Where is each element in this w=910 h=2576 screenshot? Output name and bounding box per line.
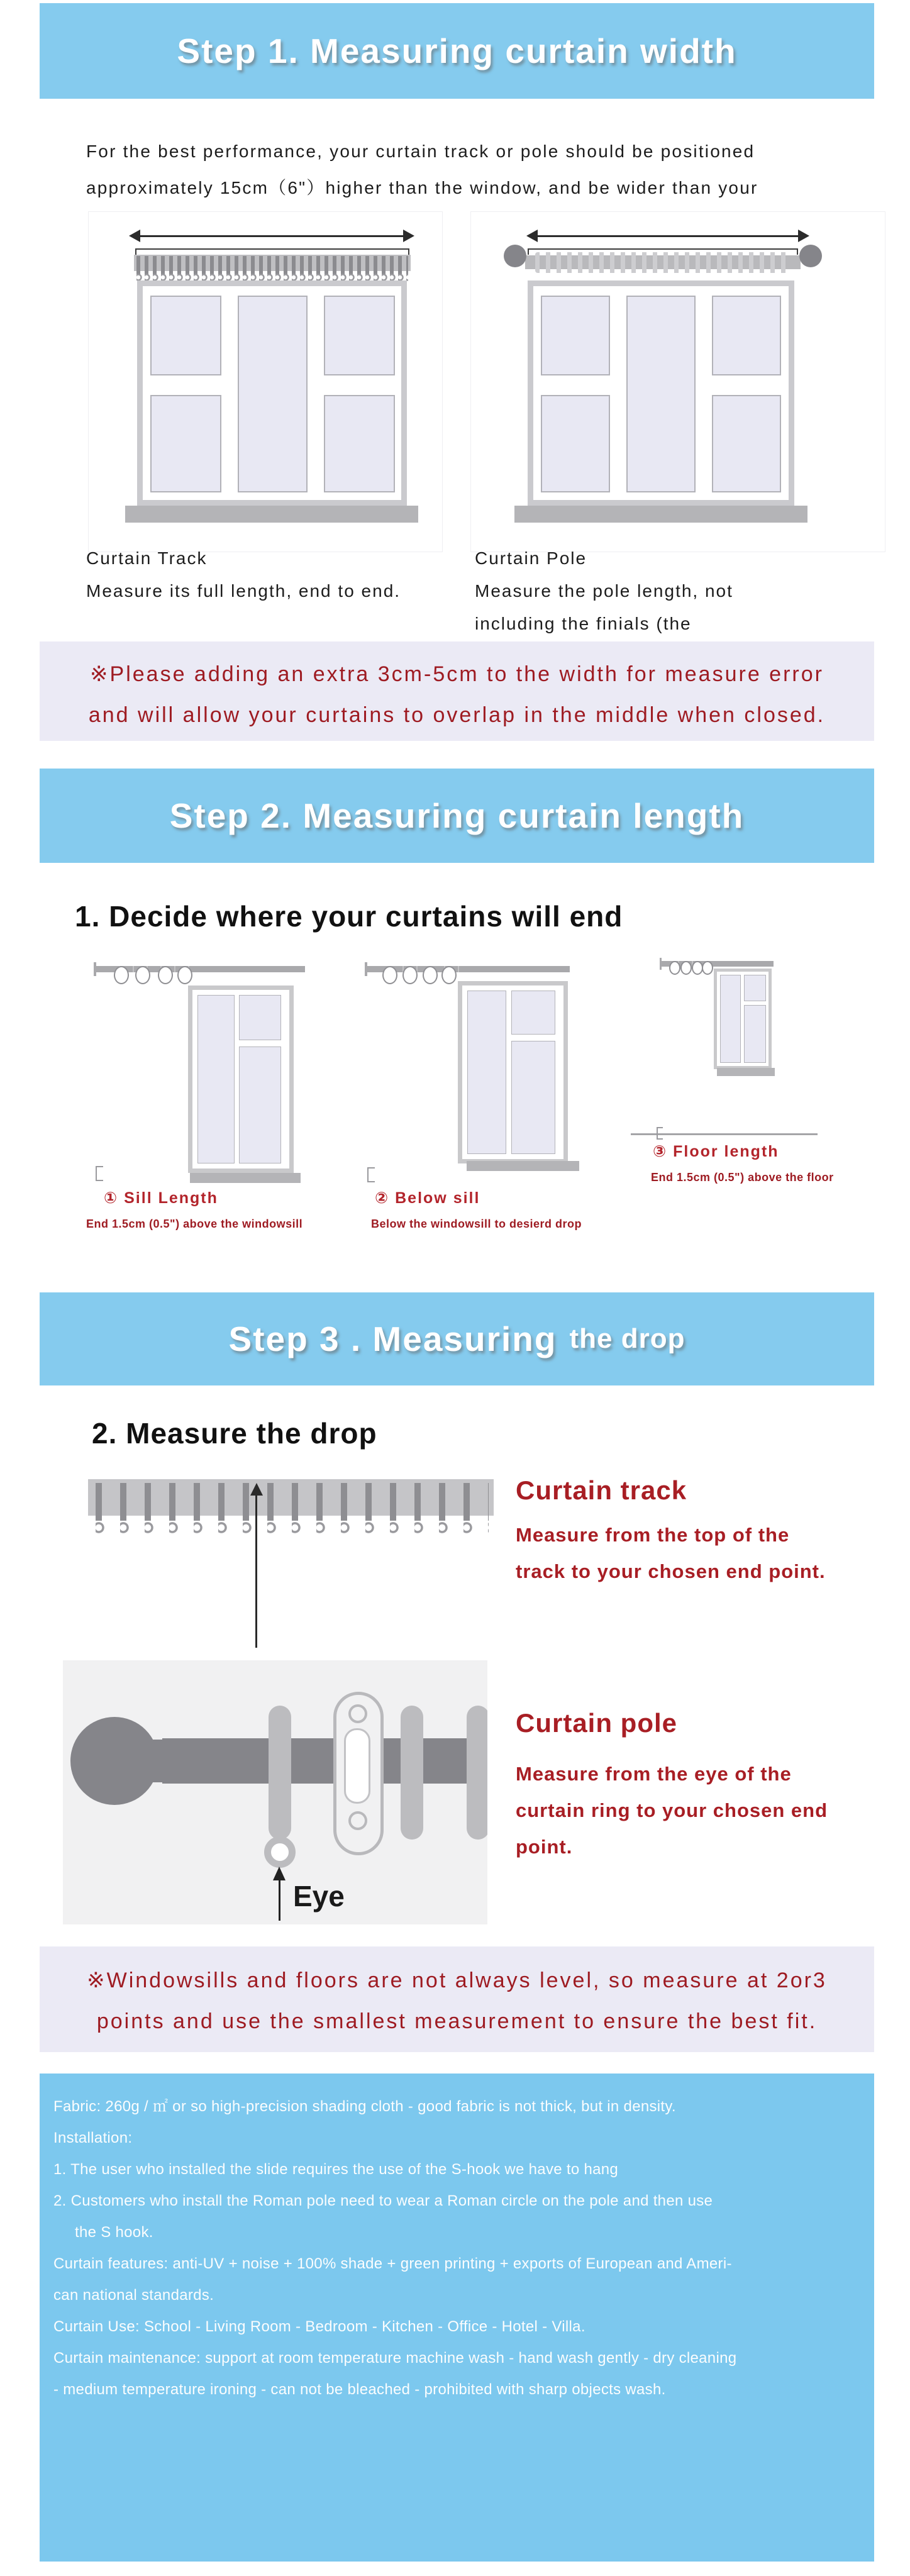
- track-caption-line: Measure its full length, end to end.: [86, 581, 401, 601]
- pole-caption-line1: Measure the pole length, not: [475, 581, 733, 601]
- grommet: [680, 961, 692, 975]
- measure-bracket: [96, 1166, 103, 1181]
- curtain-ring: [401, 1706, 423, 1840]
- option-title: Floor length: [673, 1143, 779, 1160]
- info-line: can national standards.: [53, 2287, 214, 2304]
- step3-banner: [40, 1292, 874, 1385]
- bracket-screw-bottom: [348, 1811, 367, 1830]
- step1-banner-title: Step 1. Measuring curtain width: [177, 31, 737, 70]
- step2-banner-title: Step 2. Measuring curtain length: [169, 796, 745, 835]
- step3-banner-title: Step 3 . Measuring: [228, 1319, 557, 1358]
- windowsill: [514, 506, 807, 523]
- window: [137, 280, 407, 506]
- level-note-line2: points and use the smallest measurement to ensure the best fit.: [96, 2009, 818, 2033]
- measure-bracket: [135, 248, 409, 255]
- track-hooks: [96, 1483, 489, 1521]
- step1-intro: [86, 133, 758, 206]
- window: [188, 985, 294, 1173]
- windowsill: [190, 1173, 301, 1183]
- eye-arrow-line: [279, 1879, 280, 1921]
- track-hooks: [136, 256, 408, 275]
- curtain-pole-diagram: [470, 211, 885, 552]
- window: [714, 969, 772, 1069]
- info-line: Installation:: [53, 2129, 133, 2146]
- info-line: Curtain maintenance: support at room temperature machine wash - hand wash gently - dry cleaning: [53, 2350, 737, 2367]
- step2-heading: 1. Decide where your curtains will end: [75, 900, 623, 933]
- grommet: [382, 966, 397, 984]
- pole-bar: [162, 1738, 487, 1784]
- drop-pole-desc-line2: curtain ring to your chosen end: [516, 1799, 828, 1821]
- track-caption: [86, 542, 401, 608]
- grommet: [441, 966, 457, 984]
- step3-heading: 2. Measure the drop: [92, 1417, 377, 1450]
- arrow-right-icon: [403, 230, 414, 242]
- eye-label: Eye: [293, 1880, 345, 1913]
- step1-banner: [40, 3, 874, 99]
- pole-endcap: [365, 962, 367, 976]
- step3-banner-subtitle: the drop: [569, 1323, 685, 1354]
- info-line: Fabric: 260g / ㎡ or so high-precision shading cloth - good fabric is not thick, but in density.: [53, 2098, 676, 2115]
- curtain-track-diagram: [88, 211, 443, 552]
- pole-finial-left: [504, 245, 526, 267]
- arrow-left-icon: [526, 230, 538, 242]
- arrow-up-icon: [273, 1867, 286, 1880]
- windowsill: [125, 506, 418, 523]
- pole-finial-right: [799, 245, 822, 267]
- option-number: ②: [375, 1189, 390, 1207]
- grommet: [177, 966, 192, 984]
- grommet: [135, 966, 150, 984]
- info-line: - medium temperature ironing - can not be bleached - prohibited with sharp objects wash.: [53, 2381, 666, 2398]
- info-line: 1. The user who installed the slide requires the use of the S-hook we have to hang: [53, 2161, 619, 2178]
- measure-bracket: [657, 1127, 663, 1140]
- width-note-line1: ※Please adding an extra 3cm-5cm to the width for measure error: [90, 662, 824, 686]
- option-caption-below-sill: [371, 1189, 582, 1231]
- drop-track-desc-line1: Measure from the top of the: [516, 1524, 790, 1546]
- grommet: [423, 966, 438, 984]
- arrow-up-icon: [250, 1483, 263, 1496]
- bracket-hole: [344, 1728, 370, 1804]
- drop-pole-desc-line1: Measure from the eye of the: [516, 1763, 792, 1785]
- drop-arrow-line: [255, 1494, 257, 1648]
- option-desc: Below the windowsill to desierd drop: [371, 1218, 582, 1230]
- drop-track-title: Curtain track: [516, 1475, 687, 1505]
- drop-track-desc-line2: track to your chosen end point.: [516, 1560, 826, 1582]
- width-note-line2: and will allow your curtains to overlap in the middle when closed.: [88, 703, 826, 727]
- arrow-left-icon: [129, 230, 140, 242]
- width-arrow-line: [139, 235, 404, 237]
- width-note: [40, 641, 874, 741]
- curtain-panel: [106, 961, 190, 1171]
- option-caption-floor: [651, 1142, 834, 1184]
- option-number: ①: [104, 1189, 119, 1207]
- arrow-right-icon: [798, 230, 809, 242]
- grommet: [669, 961, 680, 975]
- info-line: the S hook.: [75, 2224, 153, 2241]
- grommet: [158, 966, 173, 984]
- window: [458, 981, 568, 1163]
- drop-pole-desc: [516, 1756, 828, 1865]
- pole-rings: [535, 252, 791, 273]
- option-desc: End 1.5cm (0.5") above the windowsill: [86, 1218, 303, 1230]
- drop-track-desc: [516, 1517, 826, 1590]
- info-line: 2. Customers who install the Roman pole need to wear a Roman circle on the pole and then use: [53, 2192, 713, 2209]
- pole-caption: [475, 542, 733, 640]
- option-caption-sill: [86, 1189, 302, 1231]
- track-hook-eyes: [96, 1521, 489, 1535]
- measure-bracket: [367, 1167, 375, 1182]
- product-info-section: [40, 2074, 874, 2562]
- drop-pole-desc-line3: point.: [516, 1836, 573, 1858]
- grommet: [114, 966, 129, 984]
- pole-caption-line2: including the finials (the: [475, 614, 692, 633]
- curtain-panel: [665, 957, 714, 1133]
- pole-caption-title: Curtain Pole: [475, 548, 587, 568]
- curtain-ring: [269, 1706, 291, 1840]
- option-desc: End 1.5cm (0.5") above the floor: [651, 1171, 834, 1184]
- level-note-line1: ※Windowsills and floors are not always level, so measure at 2or3: [87, 1968, 827, 1992]
- curtain-ring: [467, 1706, 487, 1840]
- step1-intro-line2: approximately 15cm（6"）higher than the window, and be wider than your: [86, 178, 758, 197]
- info-line: Curtain features: anti-UV + noise + 100% shade + green printing + exports of European and Ameri-: [53, 2255, 732, 2272]
- step1-intro-line1: For the best performance, your curtain track or pole should be positioned: [86, 142, 755, 161]
- ring-eye: [264, 1836, 296, 1868]
- drop-pole-diagram: [63, 1660, 487, 1924]
- pole-endcap: [94, 962, 96, 976]
- option-title: Sill Length: [124, 1189, 218, 1207]
- drop-pole-title: Curtain pole: [516, 1708, 678, 1738]
- windowsill: [467, 1161, 579, 1171]
- grommet: [702, 961, 713, 975]
- windowsill: [717, 1068, 775, 1076]
- curtain-panel: [376, 961, 460, 1187]
- option-number: ③: [653, 1143, 668, 1160]
- option-title: Below sill: [395, 1189, 480, 1207]
- grommet: [402, 966, 418, 984]
- bracket-screw-top: [348, 1704, 367, 1723]
- pole-finial-ball: [70, 1717, 158, 1805]
- info-line: Curtain Use: School - Living Room - Bedroom - Kitchen - Office - Hotel - Villa.: [53, 2318, 585, 2335]
- window: [528, 280, 794, 506]
- width-arrow-line: [536, 235, 799, 237]
- pole-endcap: [660, 958, 662, 970]
- track-caption-title: Curtain Track: [86, 548, 208, 568]
- level-note: [40, 1946, 874, 2052]
- step2-banner: [40, 769, 874, 863]
